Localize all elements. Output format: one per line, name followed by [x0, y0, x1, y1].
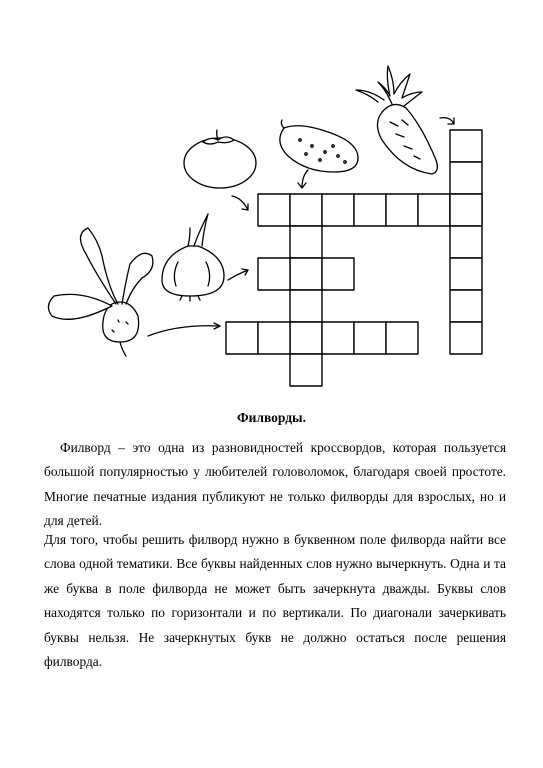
grid-cell: [258, 194, 290, 226]
grid-cell: [322, 322, 354, 354]
grid-cell: [354, 322, 386, 354]
page-title: Филворды.: [237, 410, 306, 425]
grid-cell: [450, 226, 482, 258]
grid-cell: [290, 258, 322, 290]
grid-cell: [386, 322, 418, 354]
grid-cell: [450, 290, 482, 322]
paragraph-instructions: Для того, чтобы решить филворд нужно в буквенном поле филворда найти все слова одной тематики. Все буквы найденных слов нужно вычеркнуть. Одна и та же буква в поле филворда не может быть зачеркнута дважды. Буквы слов находятся только по горизонтали и по вертикали. По диагонали зачеркивать буквы нельзя. Не зачеркнутых букв не должно остаться после решения филворда.: [44, 532, 506, 670]
radish-icon: [48, 228, 152, 356]
grid-cell: [354, 194, 386, 226]
grid-cell: [450, 322, 482, 354]
paragraph-intro: Филворд – это одна из разновидностей кроссвордов, которая пользуется большой популярностью у любителей головоломок, благодаря своей простоте. Многие печатные издания публикуют не только филворды для взрослых, но и для детей.: [44, 440, 506, 529]
grid-cell: [290, 322, 322, 354]
grid-cell: [226, 322, 258, 354]
tomato-icon: [184, 130, 256, 188]
cucumber-icon: [280, 120, 358, 172]
grid-cell: [290, 194, 322, 226]
grid-cell: [418, 194, 450, 226]
grid-cell: [258, 258, 290, 290]
grid-cell: [322, 194, 354, 226]
onion-icon: [162, 214, 224, 301]
grid-cell: [322, 258, 354, 290]
grid-cell: [450, 258, 482, 290]
grid-cell: [290, 226, 322, 258]
grid-cell: [450, 194, 482, 226]
grid-cell: [450, 130, 482, 162]
grid-cell: [290, 290, 322, 322]
crossword-grid: [226, 130, 482, 386]
grid-cell: [386, 194, 418, 226]
grid-cell: [450, 162, 482, 194]
grid-cell: [258, 322, 290, 354]
carrot-icon: [356, 66, 437, 174]
grid-cell: [290, 354, 322, 386]
